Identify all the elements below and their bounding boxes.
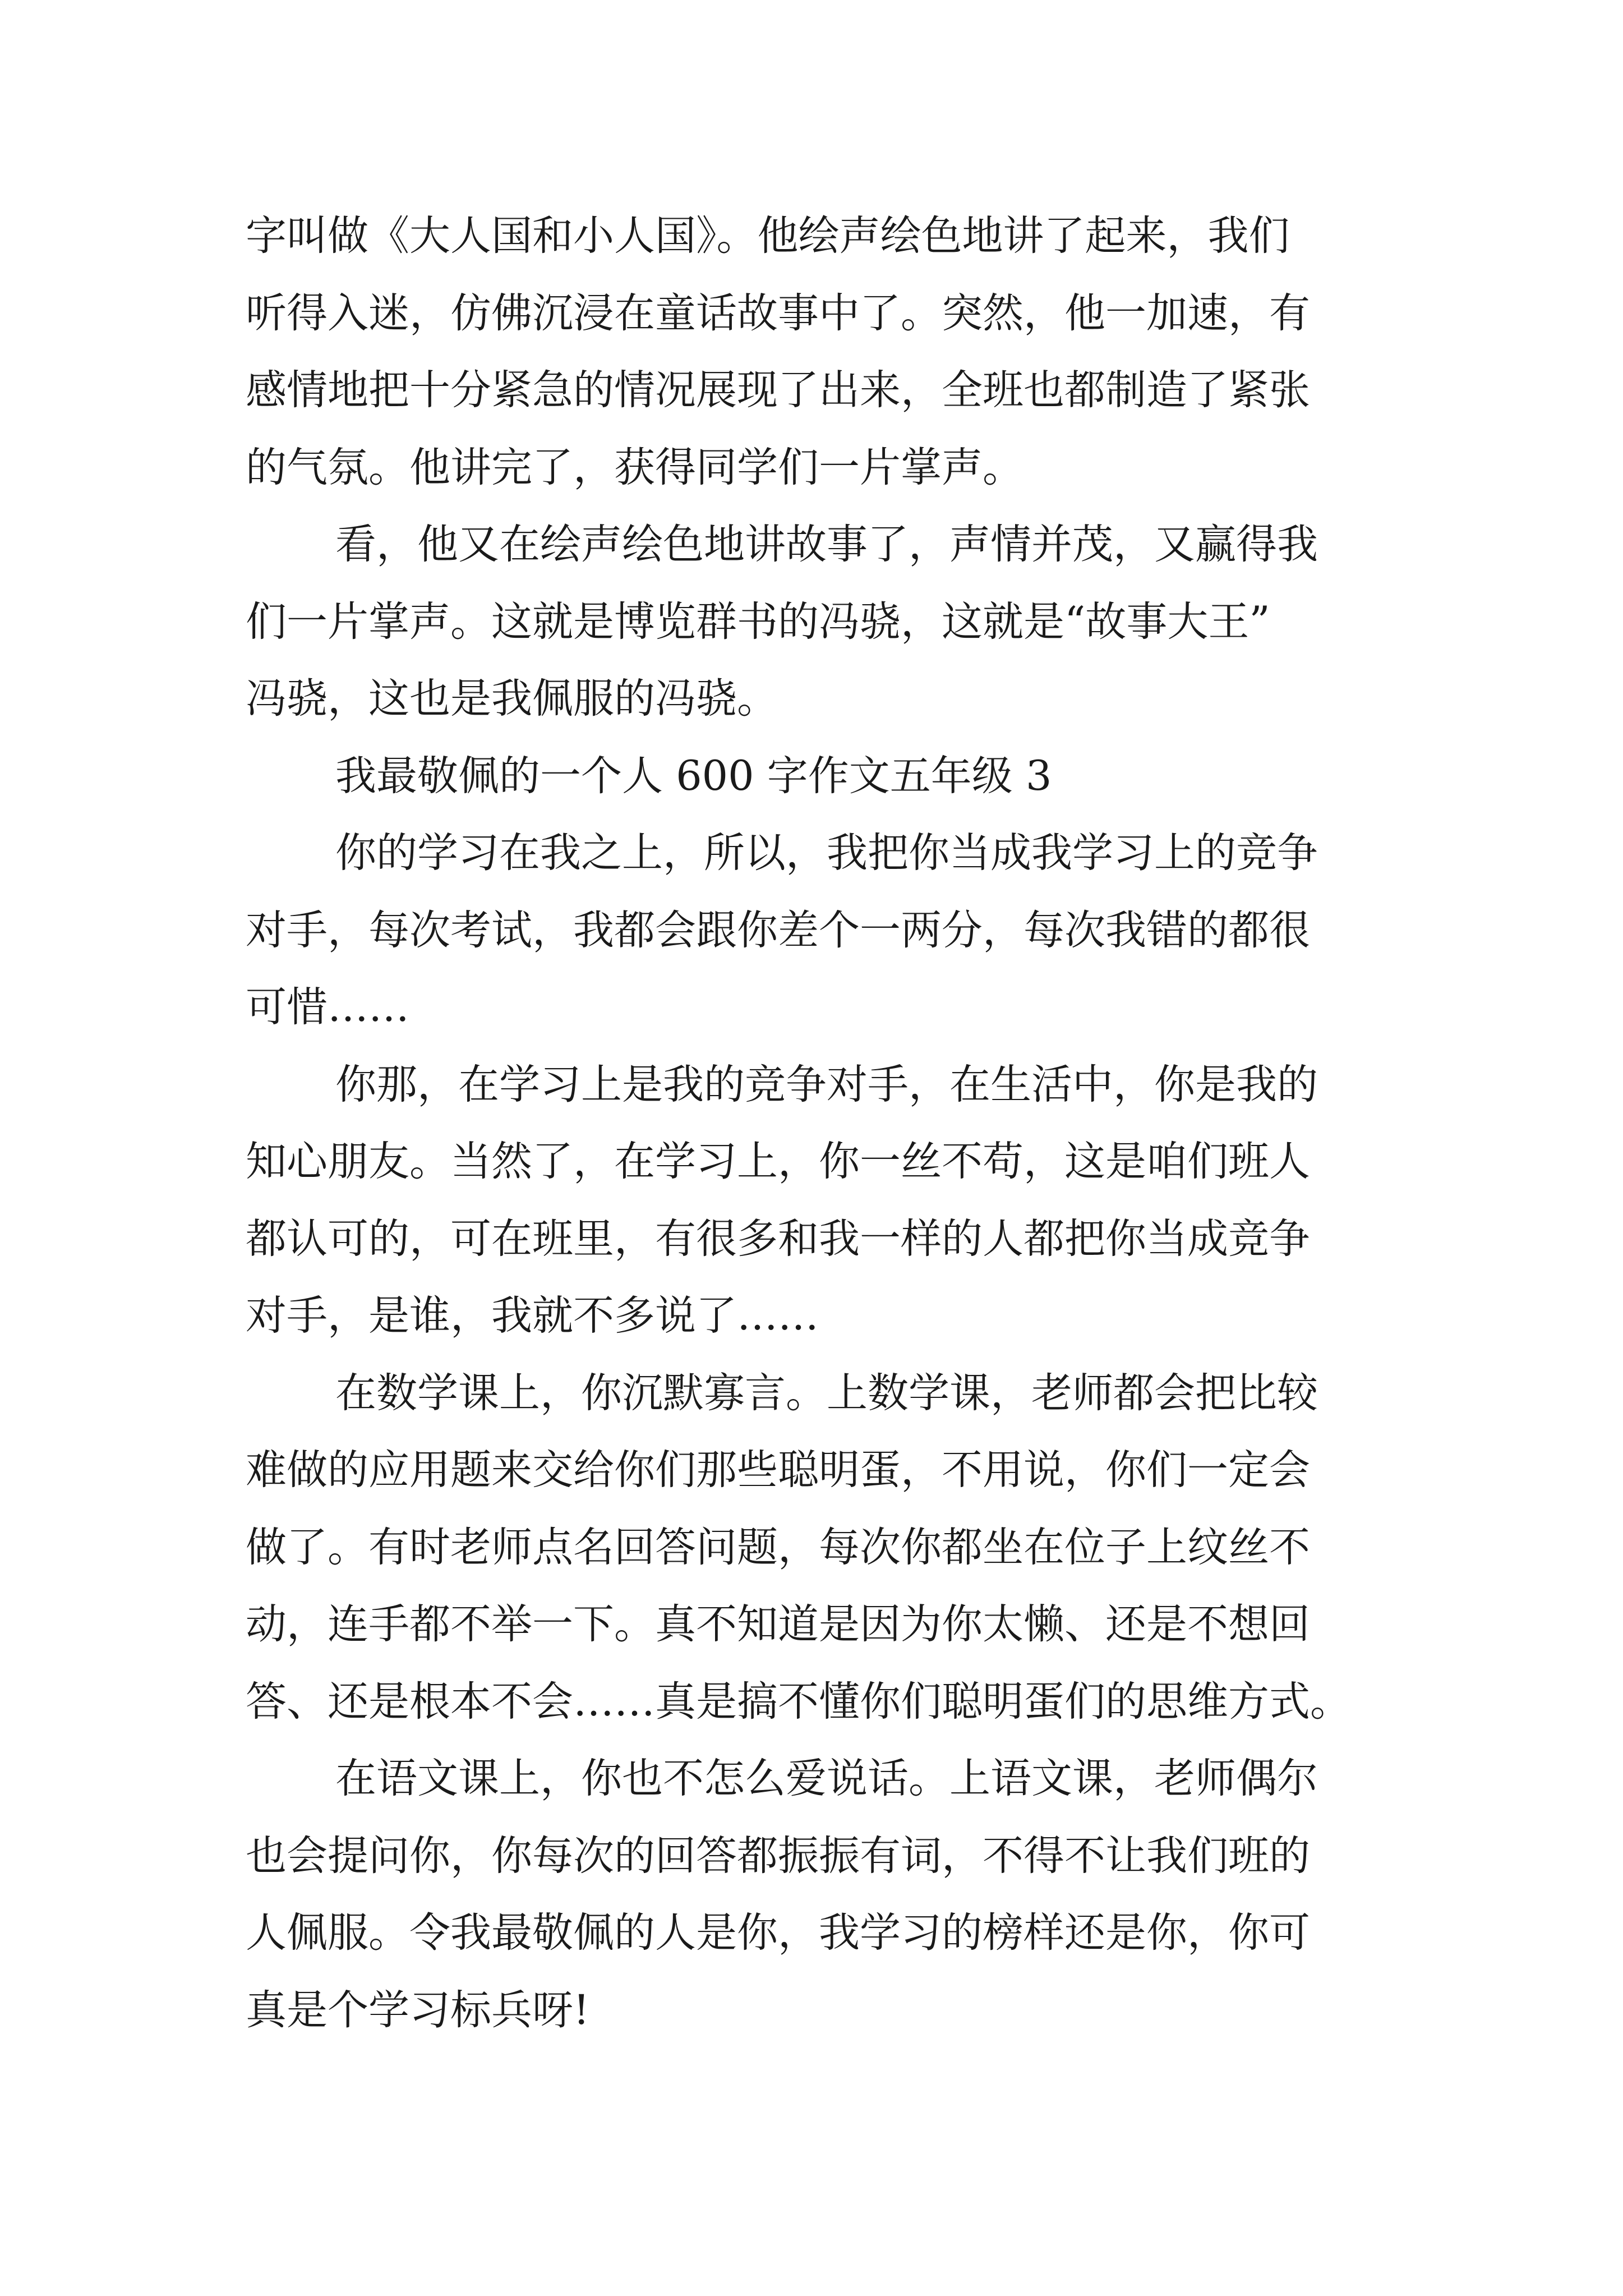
text-line: 你那，在学习上是我的竞争对手，在生活中，你是我的 [335,1060,1318,1108]
text-line: 知心朋友。当然了，在学习上，你一丝不苟，这是咱们班人 [246,1138,1310,1185]
text-line: 看，他又在绘声绘色地讲故事了，声情并茂，又赢得我 [335,521,1318,568]
text-line: 听得入迷，仿佛沉浸在童话故事中了。突然，他一加速，有 [246,289,1310,337]
essay-body [246,197,1390,2049]
text-line: 在数学课上，你沉默寡言。上数学课，老师都会把比较 [335,1369,1318,1417]
text-line: 人佩服。令我最敬佩的人是你，我学习的榜样还是你，你可 [246,1909,1310,1957]
text-line: 都认可的，可在班里，有很多和我一样的人都把你当成竞争 [246,1214,1310,1263]
text-line: 真是个学习标兵呀! [246,1986,590,2034]
essay-section-heading: 我最敬佩的一个人 600 字作文五年级 3 [335,752,1052,800]
text-line: 做了。有时老师点名回答问题，每次你都坐在位子上纹丝不 [246,1523,1310,1571]
text-line: 的气氛。他讲完了，获得同学们一片掌声。 [246,443,1023,491]
text-line: 也会提问你，你每次的回答都振振有词，不得不让我们班的 [246,1832,1310,1880]
text-line: 动，连手都不举一下。真不知道是因为你太懒、还是不想回 [246,1600,1310,1648]
text-line: 对手，是谁，我就不多说了…… [246,1292,819,1340]
text-line: 字叫做《大人国和小人国》。他绘声绘色地讲了起来，我们 [246,212,1290,260]
text-line: 冯骁，这也是我佩服的冯骁。 [246,675,778,723]
text-line: 在语文课上，你也不怎么爱说话。上语文课，老师偶尔 [335,1755,1318,1802]
text-line: 答、还是根本不会……真是搞不懂你们聪明蛋们的思维方式。 [246,1677,1351,1726]
text-line: 可惜…… [246,983,409,1031]
text-line: 感情地把十分紧急的情况展现了出来，全班也都制造了紧张 [246,366,1310,414]
text-line: 对手，每次考试，我都会跟你差个一两分，每次我错的都很 [246,906,1310,954]
text-line: 你的学习在我之上，所以，我把你当成我学习上的竞争 [335,829,1318,877]
text-line: 们一片掌声。这就是博览群书的冯骁，这就是“故事大王” [246,597,1270,646]
text-line: 难做的应用题来交给你们那些聪明蛋，不用说，你们一定会 [246,1446,1310,1494]
